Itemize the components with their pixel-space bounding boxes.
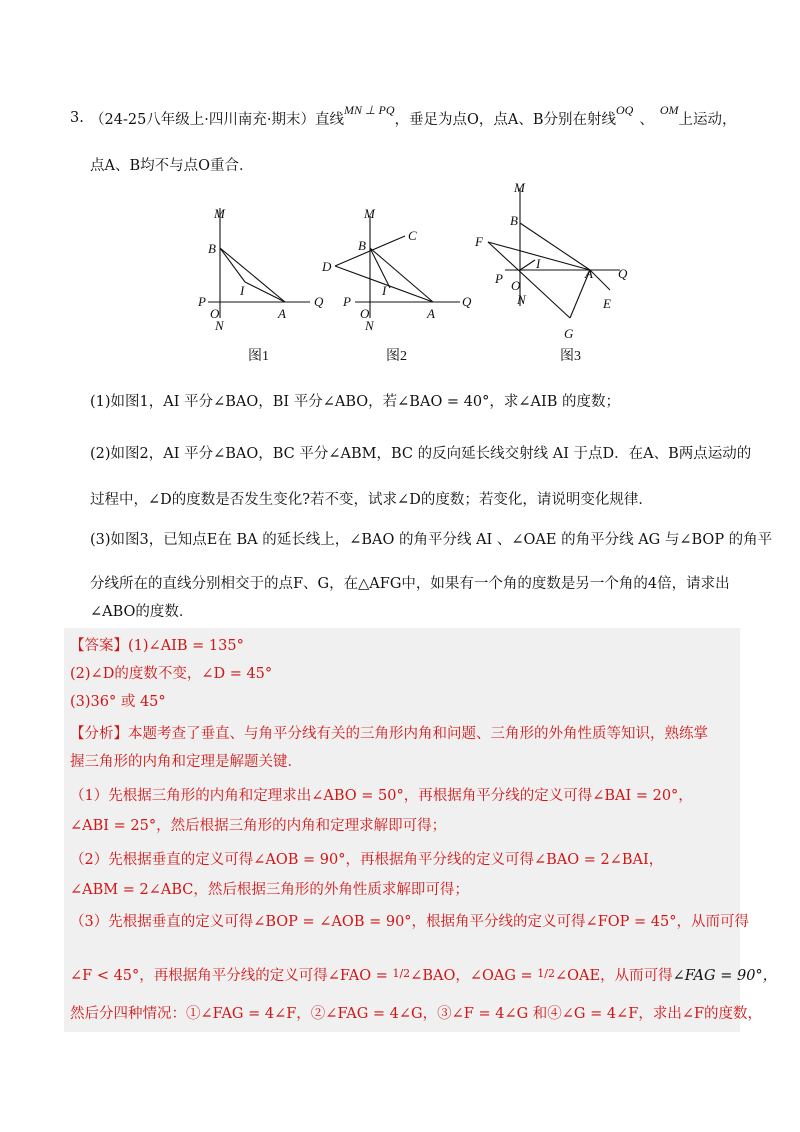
part2-line2: 过程中，∠D的度数是否发生变化?若不变，试求∠D的度数；若变化，请说明变化规律． — [90, 492, 653, 508]
fig2-label-d: D — [322, 259, 332, 274]
fig3-label-m: M — [514, 180, 525, 195]
analysis-step2a: （2）先根据垂直的定义可得∠AOB = 90°，再根据角平分线的定义可得∠BAO = 2∠BAI， — [70, 852, 664, 868]
fig2-label-a: A — [427, 306, 435, 321]
fig3-label-q: Q — [618, 266, 628, 281]
analysis-step1a: （1）先根据三角形的内角和定理求出∠ABO = 50°，再根据角平分线的定义可得∠BAI = 20°， — [70, 788, 693, 804]
figures-panel — [190, 178, 650, 368]
fraction-half-1: 1/2 — [392, 967, 411, 980]
fig3-label-p: P — [495, 271, 503, 286]
fig3-label-a: A — [585, 266, 593, 281]
analysis-line2: 握三角形的内角和定理是解题关键． — [70, 754, 302, 770]
answer-tag: 【答案】 — [70, 638, 128, 654]
fig2-label-b: B — [358, 238, 366, 253]
analysis-tag: 【分析】 — [70, 726, 128, 742]
fig3-label-f: F — [475, 234, 483, 249]
analysis-step3a: （3）先根据垂直的定义可得∠BOP = ∠AOB = 90°，根据角平分线的定义可得∠FOP = 45°，从而可得 — [70, 914, 749, 930]
fig1-label-i: I — [240, 283, 245, 298]
fig2-label-c: C — [408, 228, 417, 243]
fig3-label-g: G — [564, 326, 574, 341]
part1-text: (1)如图1，AI 平分∠BAO，BI 平分∠ABO，若∠BAO = 40°，求∠AIB 的度数； — [90, 394, 621, 410]
question-number: 3. — [70, 110, 84, 126]
fig1-label-q: Q — [314, 294, 324, 309]
fig2-label-n: N — [365, 318, 374, 333]
fig2-label-i: I — [382, 283, 387, 298]
fig1-label-p: P — [198, 294, 206, 309]
answer-line1 — [70, 636, 720, 656]
fig1-label-b: B — [208, 241, 216, 256]
fig1-label-n: N — [215, 318, 224, 333]
fig3-label-i: I — [536, 256, 541, 271]
question-line2: 点A、B均不与点O重合． — [90, 158, 254, 174]
fig1-label-o: O — [210, 306, 220, 321]
fig1-label-a: A — [278, 306, 286, 321]
fig2-label-p: P — [343, 294, 351, 309]
fig3-label-n: N — [517, 292, 526, 307]
answer-3: (3)36° 或 45° — [70, 694, 166, 710]
fraction-half-2: 1/2 — [537, 967, 555, 980]
mn-perp-pq: MN ⊥ PQ — [344, 103, 395, 117]
fig2-label-q: Q — [462, 294, 472, 309]
part3-line1: (3)如图3，已知点E在 BA 的延长线上，∠BAO 的角平分线 AI 、∠OAE 的角平分线 AG 与∠BOP 的角平 — [90, 532, 773, 548]
figure-caption-3: 图3 — [560, 349, 581, 364]
part2-line1: (2)如图2，AI 平分∠BAO，BC 平分∠ABM，BC 的反向延长线交射线 AI 于点D．在A、B两点运动的 — [90, 446, 752, 462]
figure-caption-1: 图1 — [248, 349, 269, 364]
answer-1: (1)∠AIB = 135° — [128, 638, 244, 654]
question-intro: （24-25八年级上·四川南充·期末）直线$^{MN \perp PQ}$，垂足为点O，点A、B分别在射线$^{OQ}$、$^{OM}$上运动， — [90, 103, 737, 128]
part3-line3: ∠ABO的度数． — [90, 604, 194, 620]
fig2-label-o: O — [360, 306, 370, 321]
analysis-step3c: 然后分四种情况：①∠FAG = 4∠F，②∠FAG = 4∠G，③∠F = 4∠G 和④∠G = 4∠F，求出∠F的度数， — [70, 1006, 763, 1022]
analysis-step3b: ∠F < 45°，再根据角平分线的定义可得∠FAO = $^{1/2}$∠BAO，∠OAG = $^{1/2}$∠OAE，从而可得∠FAG = 90°， — [70, 967, 778, 984]
fig3-label-o: O — [511, 278, 521, 293]
fig3-label-e: E — [603, 296, 611, 311]
analysis-step1b: ∠ABI = 25°，然后根据三角形的内角和定理求解即可得； — [70, 818, 447, 834]
analysis-step2b: ∠ABM = 2∠ABC，然后根据三角形的外角性质求解即可得； — [70, 882, 469, 898]
figure-caption-2: 图2 — [386, 349, 407, 364]
fig2-label-m: M — [364, 206, 375, 221]
part3-line2: 分线所在的直线分别相交于的点F、G，在△AFG中，如果有一个角的度数是另一个角的4倍，请求出 — [90, 576, 730, 592]
answer-2: (2)∠D的度数不变，∠D = 45° — [70, 666, 273, 682]
analysis-line1: 【分析】本题考查了垂直、与角平分线有关的三角形内角和问题、三角形的外角性质等知识，熟练掌 — [70, 726, 708, 742]
fig3-label-b: B — [510, 213, 518, 228]
fig1-label-m: M — [214, 206, 225, 221]
